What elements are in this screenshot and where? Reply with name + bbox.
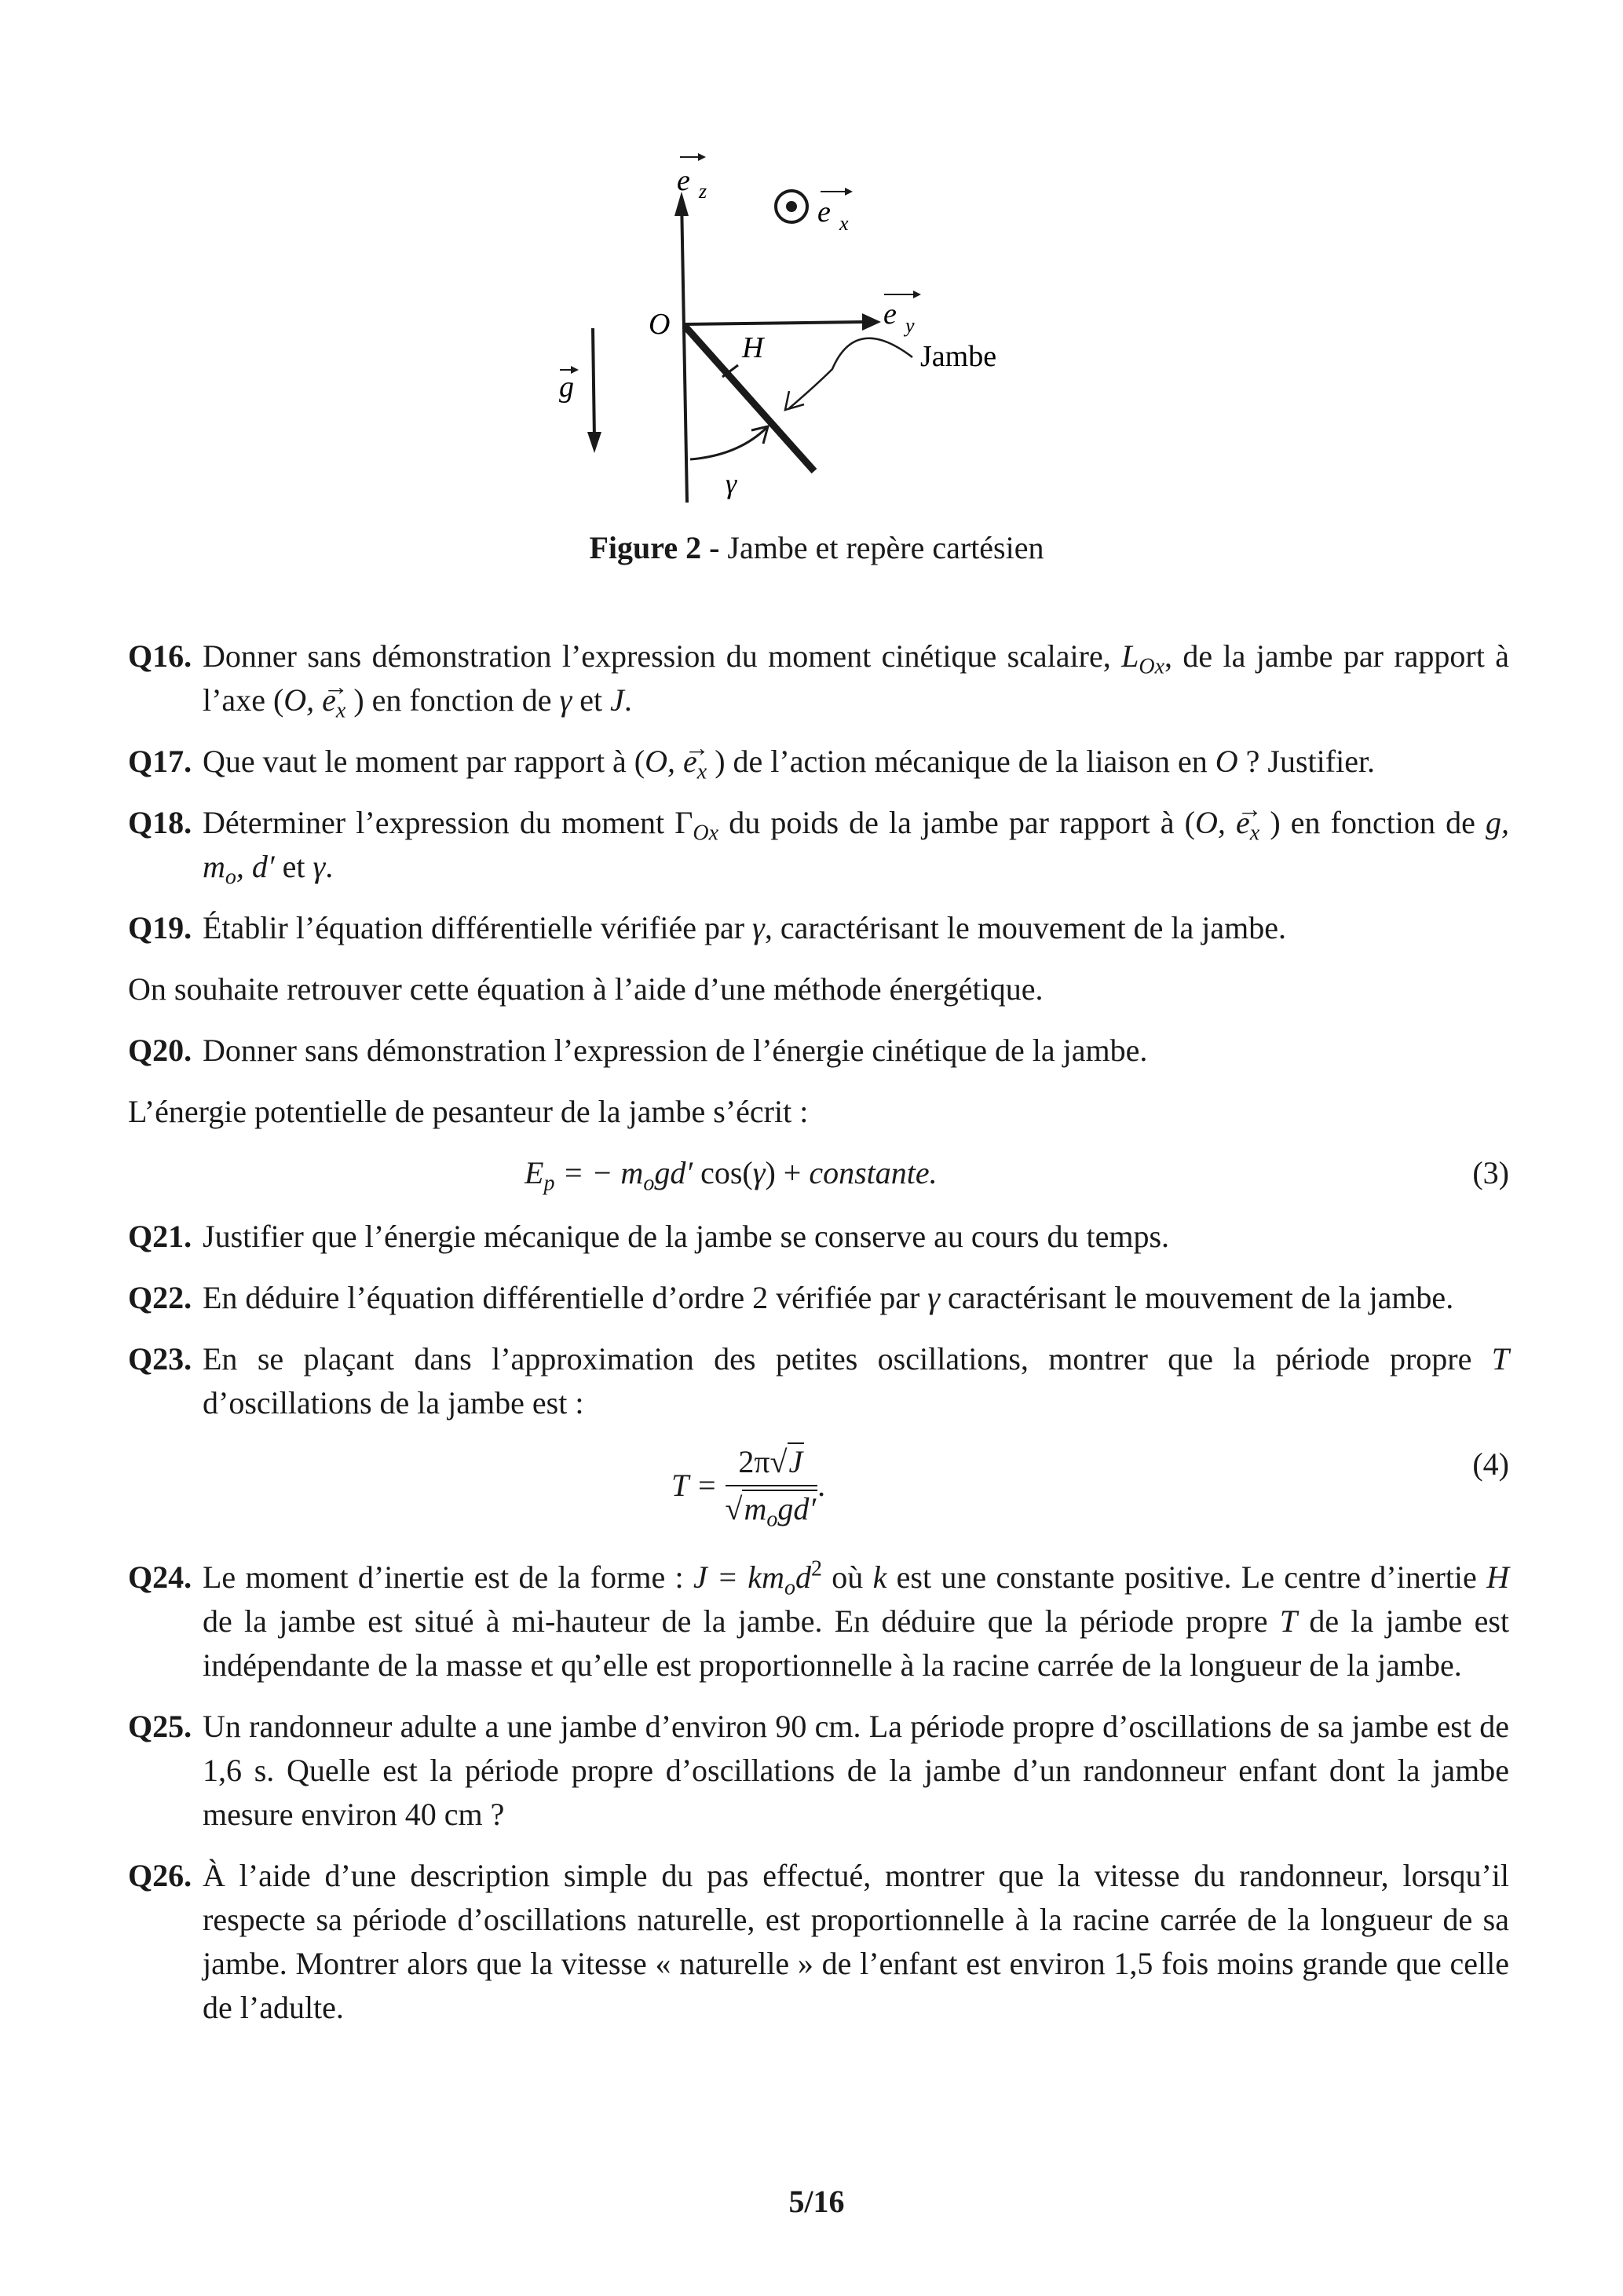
question-number: Q22. bbox=[128, 1280, 192, 1315]
text-segment: Un randonneur adulte a une jambe d’environ 90 cm. La période propre d’oscillations de sa jambe est de 1,6 s. Quelle est la période propre d’oscillations de la jambe d’un randonneur enfant dont la jambe mesure environ 40 cm ? bbox=[203, 1709, 1509, 1832]
math-segment: x bbox=[335, 698, 346, 723]
ez-sub: z bbox=[699, 180, 707, 203]
text-segment: de la jambe est situé à mi-hauteur de la jambe. En déduire que la période propre bbox=[203, 1603, 1280, 1639]
text-segment: du poids de la jambe par rapport à ( bbox=[718, 805, 1195, 840]
vector-symbol: → e bbox=[683, 746, 697, 777]
question-number: Q24. bbox=[128, 1559, 192, 1595]
question-number: Q18. bbox=[128, 805, 192, 840]
text-segment: où bbox=[821, 1559, 873, 1595]
vertical-axis bbox=[682, 198, 687, 503]
math-segment: g, m bbox=[203, 805, 1510, 884]
caption-text: Jambe et repère cartésien bbox=[719, 530, 1044, 565]
question-number: Q26. bbox=[128, 1858, 192, 1893]
text-segment: On souhaite retrouver cette équation à l’aide d’une méthode énergétique. bbox=[128, 971, 1044, 1007]
gravity-arrow bbox=[593, 328, 594, 440]
eq4-m-sub: o bbox=[766, 1507, 778, 1532]
question-q22 bbox=[128, 1276, 1509, 1320]
math-segment: d bbox=[795, 1559, 811, 1595]
intro-potential-energy bbox=[128, 1090, 1509, 1134]
g-label: g bbox=[559, 371, 574, 404]
eq3-rest: gd′ bbox=[654, 1155, 701, 1190]
gamma-label: γ bbox=[726, 468, 737, 499]
intro-energy-method bbox=[128, 967, 1509, 1011]
text-segment: À l’aide d’une description simple du pas effectué, montrer que la vitesse du randonneur, lorsqu’il respecte sa période d’oscillations naturelle, est proportionnelle à la racine carrée de la longueur de sa jambe. Montrer alors que la vitesse « naturelle » de l’enfant est environ 1,5 fois moins grande que celle de l’adulte. bbox=[203, 1858, 1509, 2025]
ex-dot bbox=[786, 201, 797, 212]
math-segment: , d′ bbox=[236, 849, 275, 884]
eq3-cos: cos( bbox=[700, 1155, 753, 1190]
math-segment: 2 bbox=[810, 1556, 822, 1581]
leg-pointer-curve bbox=[789, 338, 912, 408]
math-segment: x bbox=[696, 759, 707, 784]
text-segment: En se plaçant dans l’approximation des petites oscillations, montrer que la période propre bbox=[203, 1341, 1492, 1377]
math-segment: γ bbox=[313, 849, 326, 884]
text-segment: est une constante positive. Le centre d’inertie bbox=[886, 1559, 1487, 1595]
h-label: H bbox=[742, 331, 764, 364]
vector-symbol: → e bbox=[1236, 807, 1250, 839]
text-segment: Donner sans démonstration l’expression du moment cinétique scalaire, bbox=[203, 638, 1122, 674]
eq4-denominator: $√m_ogd'$ bbox=[725, 1491, 817, 1532]
equation-3-row bbox=[128, 1151, 1509, 1195]
equation-4-number: (4) bbox=[1472, 1446, 1509, 1482]
question-q20 bbox=[128, 1029, 1509, 1073]
question-number: Q16. bbox=[128, 638, 192, 674]
eq4-m: m bbox=[744, 1491, 767, 1526]
math-segment: L bbox=[1121, 638, 1139, 674]
ey-label: e bbox=[883, 298, 897, 331]
eq3-lhs: E bbox=[525, 1155, 544, 1190]
question-q25 bbox=[128, 1705, 1509, 1837]
text-segment: Déterminer l’expression du moment Γ bbox=[203, 805, 693, 840]
figure-2-leg-diagram bbox=[0, 0, 1623, 518]
question-q26 bbox=[128, 1854, 1509, 2030]
angle-arc bbox=[690, 428, 766, 459]
math-segment: O, bbox=[1194, 805, 1236, 840]
ex-label: e bbox=[817, 196, 831, 229]
question-q24 bbox=[128, 1556, 1509, 1687]
math-segment: γ bbox=[927, 1280, 941, 1315]
text-segment: Justifier que l’énergie mécanique de la jambe se conserve au cours du temps. bbox=[203, 1219, 1170, 1254]
text-segment: , caractérisant le mouvement de la jambe. bbox=[764, 910, 1286, 945]
text-segment: . bbox=[623, 682, 632, 718]
eq3-close: ) + bbox=[765, 1155, 810, 1190]
questions-column bbox=[128, 634, 1509, 2047]
text-segment: Établir l’équation différentielle vérifiée par bbox=[203, 910, 753, 945]
math-segment: o bbox=[784, 1575, 795, 1600]
ez-label: e bbox=[677, 164, 690, 197]
equation-3-number: (3) bbox=[1472, 1155, 1509, 1190]
eq4-lhs: T = bbox=[671, 1468, 718, 1503]
equation-3 bbox=[525, 1151, 1509, 1195]
caption-number: Figure 2 - bbox=[589, 530, 720, 565]
math-segment: o bbox=[225, 865, 236, 890]
question-number: Q19. bbox=[128, 910, 192, 945]
text-segment: et bbox=[572, 682, 611, 718]
math-segment: Ox bbox=[693, 821, 719, 846]
math-segment: T bbox=[1279, 1603, 1298, 1639]
math-segment: O, bbox=[283, 682, 323, 718]
text-segment: ) en fonction de bbox=[345, 682, 560, 718]
math-segment: J bbox=[610, 682, 624, 718]
math-segment: J = km bbox=[693, 1559, 784, 1595]
eq3-m-sub: o bbox=[643, 1171, 655, 1196]
origin-label: O bbox=[649, 308, 671, 341]
question-q19 bbox=[128, 906, 1509, 950]
text-segment: En déduire l’équation différentielle d’ordre 2 vérifiée par bbox=[203, 1280, 928, 1315]
text-segment: ) de l’action mécanique de la liaison en bbox=[707, 744, 1215, 779]
math-segment: k bbox=[872, 1559, 887, 1595]
text-segment: Que vaut le moment par rapport à ( bbox=[203, 744, 645, 779]
question-q17 bbox=[128, 740, 1509, 784]
text-segment: de la jambe est indépendante de la masse et qu’elle est proportionnelle à la racine carrée de la longueur de la jambe. bbox=[203, 1603, 1510, 1683]
question-number: Q23. bbox=[128, 1341, 192, 1377]
math-segment: γ bbox=[559, 682, 572, 718]
text-segment: . bbox=[325, 849, 334, 884]
equation-4-row bbox=[128, 1442, 1509, 1532]
math-segment: x bbox=[1249, 821, 1260, 846]
text-segment: caractérisant le mouvement de la jambe. bbox=[940, 1280, 1454, 1315]
math-segment: T bbox=[1491, 1341, 1509, 1377]
math-segment: H bbox=[1486, 1559, 1509, 1595]
text-segment: Le moment d’inertie est de la forme : bbox=[203, 1559, 693, 1595]
ey-arrowhead bbox=[862, 313, 881, 331]
question-q18 bbox=[128, 801, 1509, 889]
question-number: Q21. bbox=[128, 1219, 192, 1254]
gravity-arrowhead bbox=[587, 432, 601, 453]
ey-axis bbox=[683, 322, 862, 324]
math-segment: γ bbox=[752, 910, 765, 945]
figure-caption bbox=[0, 526, 1623, 570]
text-segment: d’oscillations de la jambe est : bbox=[203, 1385, 584, 1420]
math-segment: O bbox=[1215, 744, 1238, 779]
eq4-j: J bbox=[788, 1444, 803, 1479]
eq4-2pi: 2π bbox=[738, 1444, 770, 1479]
text-segment: , de la jambe par rapport à l’axe ( bbox=[203, 638, 1509, 718]
question-number: Q20. bbox=[128, 1033, 192, 1068]
text-segment: Donner sans démonstration l’expression de l’énergie cinétique de la jambe. bbox=[203, 1033, 1148, 1068]
text-segment: ? Justifier. bbox=[1237, 744, 1376, 779]
leg-label: Jambe bbox=[920, 340, 997, 373]
vector-symbol: → e bbox=[322, 685, 336, 716]
text-segment: ) en fonction de bbox=[1259, 805, 1486, 840]
math-segment: Ox bbox=[1139, 654, 1164, 679]
equation-4 bbox=[671, 1442, 1509, 1532]
ey-sub: y bbox=[905, 314, 915, 337]
text-segment: et bbox=[274, 849, 313, 884]
page-number: 5/16 bbox=[788, 2184, 845, 2219]
eq4-gd: gd′ bbox=[777, 1491, 817, 1526]
math-segment: O, bbox=[645, 744, 684, 779]
ex-sub: x bbox=[839, 212, 849, 235]
question-number: Q25. bbox=[128, 1709, 192, 1744]
text-segment: L’énergie potentielle de pesanteur de la jambe s’écrit : bbox=[128, 1094, 809, 1129]
question-q21 bbox=[128, 1215, 1509, 1259]
eq4-dot: . bbox=[817, 1468, 826, 1503]
eq3-lhs-sub: p bbox=[543, 1171, 555, 1196]
eq3-constant: constante. bbox=[809, 1155, 938, 1190]
question-q16 bbox=[128, 634, 1509, 722]
leg-pointer-tip bbox=[785, 391, 804, 410]
eq3-gamma: γ bbox=[752, 1155, 766, 1190]
eq3-mid: = − m bbox=[554, 1155, 644, 1190]
question-number: Q17. bbox=[128, 744, 192, 779]
eq4-fraction bbox=[725, 1442, 818, 1532]
question-q23 bbox=[128, 1337, 1509, 1425]
eq4-numerator: 2π√J bbox=[726, 1442, 818, 1486]
